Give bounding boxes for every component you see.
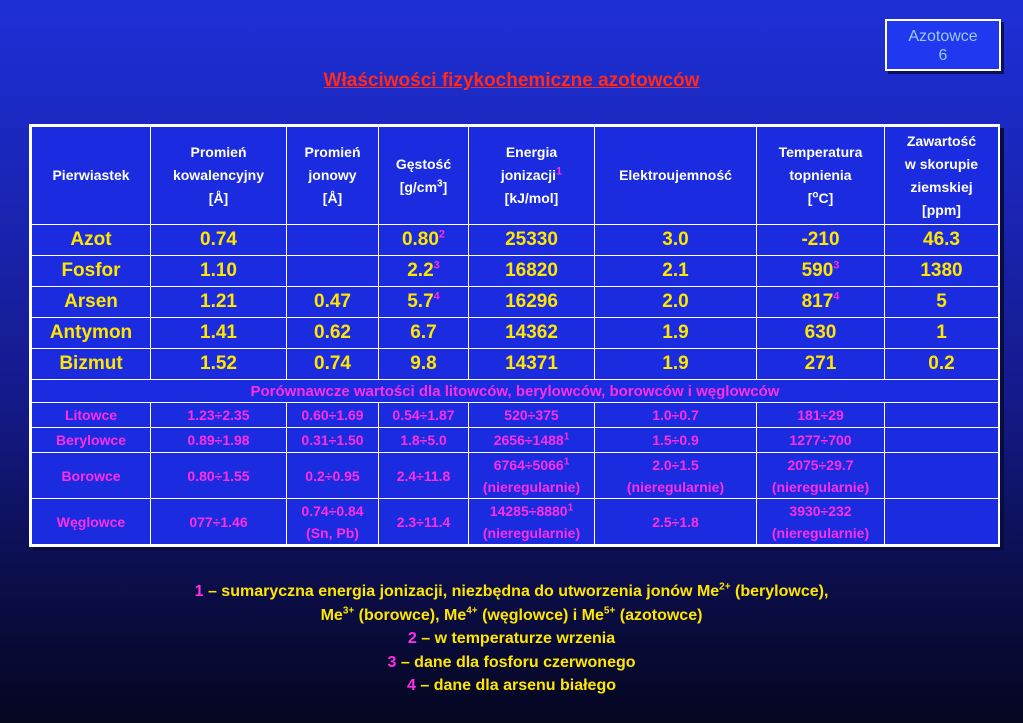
ionization-energy: $2656\div 1488^1$: [469, 428, 595, 453]
table-row: [32, 453, 999, 499]
badge-line-1: Azotowce: [908, 28, 978, 45]
crust-content: 5: [885, 287, 999, 318]
header-ionic-radius: Promień jonowy [Å]: [287, 127, 379, 225]
crust-content: [885, 499, 999, 545]
crust-content: 1380: [885, 256, 999, 287]
melting-point: $590^3$: [757, 256, 885, 287]
table-row: [32, 349, 999, 380]
slide-badge: [885, 19, 1001, 71]
ionization-energy: 25330: [469, 225, 595, 256]
density: 0.80$^2$: [379, 225, 469, 256]
table-row: [32, 318, 999, 349]
melting-point: 2075÷29.7 (nieregularnie): [757, 453, 885, 499]
properties-table: [29, 124, 1000, 547]
header-covalent-radius: Promień kowalencyjny [Å]: [151, 127, 287, 225]
footnote-1-cont: $Me^{3+}$ (borowce), $Me^{4+}$ (węglowce) i $Me^{5+}$ (azotowce): [320, 605, 703, 624]
covalent-radius: 0.74: [151, 225, 287, 256]
ionic-radius: 0.47: [287, 287, 379, 318]
element-name: Bizmut: [32, 349, 151, 380]
density: $2.2^3$: [379, 256, 469, 287]
covalent-radius: 0.89÷1.98: [151, 428, 287, 453]
density: 1.8÷5.0: [379, 428, 469, 453]
footnote-4: 4 – dane dla arsenu białego: [407, 677, 616, 694]
crust-content: [885, 428, 999, 453]
group-name: Węglowce: [32, 499, 151, 545]
footnote-1: 1 – sumaryczna energia jonizacji, niezbędna do utworzenia jonów $Me^{2+}$ (berylowce),: [194, 581, 829, 600]
electronegativity: 2.0÷1.5 (nieregularnie): [595, 453, 757, 499]
melting-point: 630: [757, 318, 885, 349]
ionic-radius: [287, 256, 379, 287]
table-row: [32, 499, 999, 545]
melting-point: 1277÷700: [757, 428, 885, 453]
comparison-title: Porównawcze wartości dla litowców, berylowców, borowców i węglowców: [32, 380, 999, 403]
header-density: Gęstość $[g/cm^3]$: [379, 127, 469, 225]
melting-point: $817^4$: [757, 287, 885, 318]
electronegativity: 1.9: [595, 318, 757, 349]
table-row: [32, 256, 999, 287]
ionic-radius: [287, 225, 379, 256]
header-element: Pierwiastek: [32, 127, 151, 225]
group-name: Borowce: [32, 453, 151, 499]
electronegativity: 2.0: [595, 287, 757, 318]
density: 9.8: [379, 349, 469, 380]
footnote-2: 2 – w temperaturze wrzenia: [407, 630, 616, 647]
ionization-energy: 14362: [469, 318, 595, 349]
table-row: [32, 403, 999, 428]
header-row: [32, 127, 999, 225]
melting-point: 181÷29: [757, 403, 885, 428]
ionization-energy: 14371: [469, 349, 595, 380]
covalent-radius: 1.10: [151, 256, 287, 287]
density: 2.4÷11.8: [379, 453, 469, 499]
ionic-radius: 0.74÷0.84 (Sn, Pb): [287, 499, 379, 545]
ionization-energy: 520÷375: [469, 403, 595, 428]
electronegativity: 3.0: [595, 225, 757, 256]
electronegativity: 1.0÷0.7: [595, 403, 757, 428]
header-electronegativity: Elektroujemność: [595, 127, 757, 225]
element-name: Antymon: [32, 318, 151, 349]
crust-content: 0.2: [885, 349, 999, 380]
comparison-header-row: [32, 380, 999, 403]
table-row: [32, 428, 999, 453]
ionization-energy: $14285\div 8880^1$ (nieregularnie): [469, 499, 595, 545]
badge-line-2: 6: [938, 47, 948, 64]
table-row: [32, 287, 999, 318]
covalent-radius: 0.80÷1.55: [151, 453, 287, 499]
footnote-3: 3 – dane dla fosforu czerwonego: [387, 653, 636, 671]
melting-point: -210: [757, 225, 885, 256]
crust-content: 1: [885, 318, 999, 349]
electronegativity: 2.1: [595, 256, 757, 287]
crust-content: 46.3: [885, 225, 999, 256]
ionic-radius: 0.31÷1.50: [287, 428, 379, 453]
density: 2.3÷11.4: [379, 499, 469, 545]
group-name: Berylowce: [32, 428, 151, 453]
header-melting-point: Temperatura topnienia [$^o$C]: [757, 127, 885, 225]
header-crust-content: Zawartość w skorupie ziemskiej [ppm]: [885, 127, 999, 225]
covalent-radius: 1.41: [151, 318, 287, 349]
melting-point: 271: [757, 349, 885, 380]
group-name: Litowce: [32, 403, 151, 428]
crust-content: [885, 453, 999, 499]
crust-content: [885, 403, 999, 428]
electronegativity: 1.9: [595, 349, 757, 380]
element-name: Azot: [32, 225, 151, 256]
footnotes: [0, 580, 1023, 698]
density: $5.7^4$: [379, 287, 469, 318]
ionization-energy: 16820: [469, 256, 595, 287]
ionic-radius: 0.62: [287, 318, 379, 349]
ionization-energy: $6764\div 5066^1$ (nieregularnie): [469, 453, 595, 499]
covalent-radius: 1.21: [151, 287, 287, 318]
density: 0.54÷1.87: [379, 403, 469, 428]
table-row: [32, 225, 999, 256]
melting-point: 3930÷232 (nieregularnie): [757, 499, 885, 545]
element-name: Fosfor: [32, 256, 151, 287]
element-name: Arsen: [32, 287, 151, 318]
ionic-radius: 0.2÷0.95: [287, 453, 379, 499]
covalent-radius: 1.52: [151, 349, 287, 380]
ionic-radius: 0.74: [287, 349, 379, 380]
electronegativity: 2.5÷1.8: [595, 499, 757, 545]
density: 6.7: [379, 318, 469, 349]
electronegativity: 1.5÷0.9: [595, 428, 757, 453]
covalent-radius: 1.23÷2.35: [151, 403, 287, 428]
page-title: Właściwości fizykochemiczne azotowców: [323, 70, 700, 91]
covalent-radius: 077÷1.46: [151, 499, 287, 545]
ionic-radius: 0.60÷1.69: [287, 403, 379, 428]
header-ionization-energy: Energia jonizacji$^1$ [kJ/mol]: [469, 127, 595, 225]
ionization-energy: 16296: [469, 287, 595, 318]
